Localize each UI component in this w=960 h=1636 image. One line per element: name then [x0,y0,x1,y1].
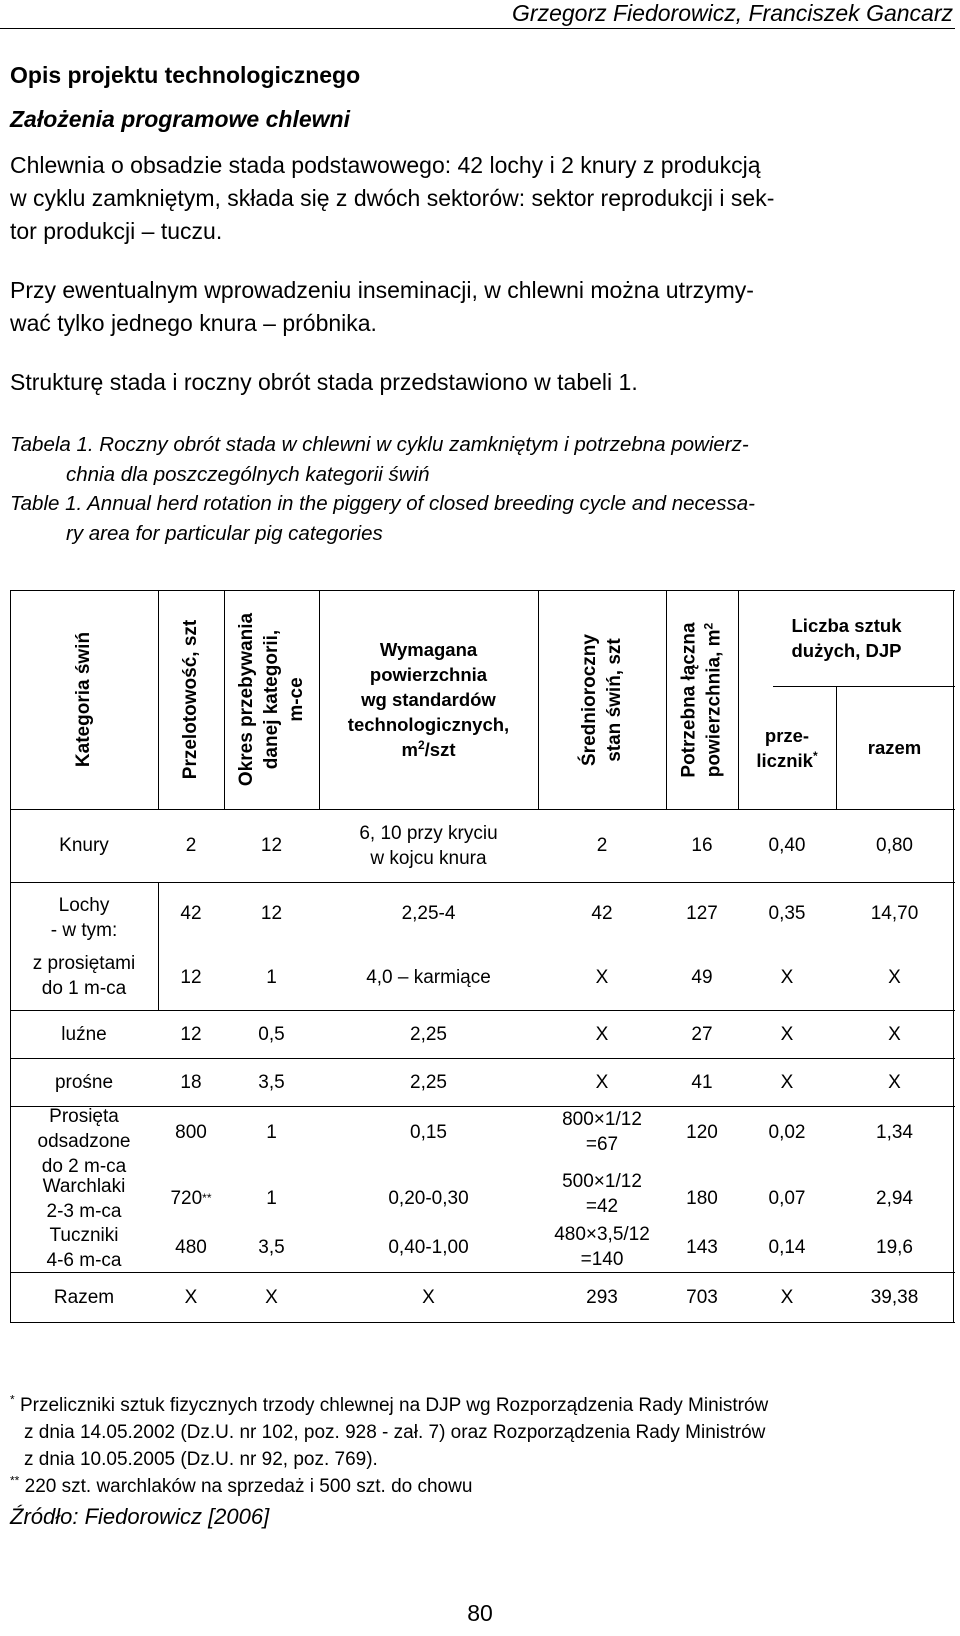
unit-sup: 2 [701,622,716,629]
table-caption-pl [10,430,955,490]
header-line: Potrzebna łączna [679,621,700,778]
paragraph-2-line: Przy ewentualnym wprowadzeniu inseminacji, w chlewni można utrzymy- [10,277,754,303]
footnote-line: Przeliczniki sztuk fizycznych trzody chlewnej na DJP wg Rozporządzenia Rady Ministrów [19,1395,769,1416]
table-rule [953,590,954,1322]
cell: X [184,1286,198,1308]
cell-line: z prosiętami [32,953,136,974]
header-line: technologicznych, [347,714,510,735]
header-przelicznik [738,686,836,809]
cell: 27 [691,1023,713,1045]
cell: 120 [686,1121,718,1143]
header-liczba [738,590,955,686]
header-text [677,622,727,777]
page-number: 80 [467,1600,493,1626]
table-rule [10,882,955,883]
cell: X [595,1023,609,1045]
header-line: Liczba sztuk [791,615,902,636]
header-line [702,622,727,777]
header-razem [836,686,953,809]
cell-line: do 2 m-ca [41,1155,127,1177]
header-text: Przelotowość, szt [180,619,202,780]
header-sredni [538,590,666,809]
footnote-mark: ** [10,1473,20,1488]
paragraph-1 [10,149,950,248]
cell-category: luźne [61,1023,107,1045]
paragraph-2 [10,274,950,340]
caption-line: Tabela 1. Roczny obrót stada w chlewni w cyklu zamkniętym i potrzebna powierz- [10,433,749,456]
herd-rotation-table [10,590,955,1372]
cell: 0,20-0,30 [388,1187,469,1209]
cell-line: =67 [585,1134,619,1155]
cell: 12 [260,835,283,856]
cell: 0,5 [258,1023,285,1045]
table-rule [10,1322,955,1323]
cell: 0,40-1,00 [388,1236,469,1258]
cell-line: Warchlaki [42,1176,126,1197]
cell-line: 6, 10 przy kryciu [359,822,498,844]
unit: m [401,739,418,760]
cell: 2 [185,835,197,856]
cell: 41 [691,1071,713,1093]
paragraph-1-line: w cyklu zamkniętym, składa się z dwóch sektorów: sektor reprodukcji i sek- [10,185,775,211]
cell: X [780,1023,794,1045]
cell: 1,34 [876,1121,913,1143]
cell: 3,5 [258,1236,285,1258]
cell-line: do 1 m-ca [41,978,127,999]
header-line: Okres przebywania [236,612,258,787]
header-line: wg standardów [361,689,496,710]
cell: 0,40 [768,835,806,856]
cell: 480 [175,1236,207,1258]
cell: 0,14 [768,1236,806,1258]
header-line: dużych, DJP [791,640,902,661]
header-line: Wymagana [379,639,478,660]
header-text [234,613,309,786]
cell: 293 [586,1286,618,1308]
cell-line: Prosięta [49,1105,119,1127]
header-line: stan świń, szt [604,637,626,762]
cell: X [780,1071,794,1093]
header-line: powierzchnia [369,664,488,685]
cell-line: =42 [585,1196,619,1217]
cell-category: Knury [59,835,109,856]
cell: X [780,966,794,988]
cell: 1 [266,1187,277,1209]
header-line: danej kategorii, [261,629,283,770]
cell: X [780,1286,794,1308]
paragraph-2-line: wać tylko jednego knura – próbnika. [10,310,377,336]
header-przelotowosc [158,590,224,809]
cell: 3,5 [258,1071,285,1093]
footnote-line: z dnia 10.05.2005 (Dz.U. nr 92, poz. 769). [24,1449,378,1470]
cell: 42 [591,902,613,924]
paragraph-1-line: tor produkcji – tuczu. [10,218,223,244]
caption-line: Table 1. Annual herd rotation in the piggery of closed breeding cycle and necessa- [10,492,755,515]
cell: 18 [180,1071,202,1093]
cell-line: 800×1/12 [562,1109,642,1130]
cell: 1 [266,966,277,988]
cell [538,1166,666,1222]
cell: 0,15 [410,1121,447,1143]
cell: 19,6 [876,1236,913,1258]
cell-category [10,948,158,1004]
cell-category [10,1102,158,1180]
cell [538,1106,666,1158]
header-line: Średnioroczny [579,633,601,766]
header-text: Kategoria świń [73,631,95,768]
header-line-text: licznik [756,749,813,771]
footnote-line: 220 szt. warchlaków na sprzedaż i 500 szt. do chowu [24,1476,473,1497]
footnote-mark: * [10,1392,15,1407]
cell-line: =140 [580,1249,624,1270]
cell-value: 720 [170,1187,203,1209]
cell: 127 [686,902,718,924]
header-line: razem [867,737,922,758]
cell-line: 4-6 m-ca [46,1250,122,1271]
cell: 12 [180,1023,202,1045]
cell: 49 [691,966,713,988]
cell: 2,25-4 [401,902,456,924]
footnote-1 [10,1392,955,1419]
cell: X [888,966,901,988]
cell: 4,0 – karmiące [366,966,491,988]
cell-category [10,890,158,946]
cell: X [265,1286,278,1308]
footnote-2 [10,1473,955,1500]
cell: 143 [686,1236,718,1258]
cell: 2,25 [410,1023,447,1045]
cell: 180 [686,1187,718,1209]
cell: X [888,1071,901,1093]
cell: 720 ** [170,1187,212,1209]
cell-line: 500×1/12 [562,1171,642,1192]
cell: X [595,1071,609,1093]
paragraph-3-line: Strukturę stada i roczny obrót stada przedstawiono w tabeli 1. [10,369,638,395]
cell-line: Tuczniki [49,1225,119,1246]
cell-category: Razem [53,1286,115,1308]
unit-sup: 2 [417,737,425,752]
header-potrzebna [666,590,738,809]
cell-line: Lochy [58,895,110,916]
unit-suffix: /szt [424,739,456,760]
cell-category: prośne [54,1071,114,1093]
cell: 14,70 [870,902,919,924]
cell: 16 [691,835,713,856]
cell: 42 [180,902,202,924]
cell: 0,35 [768,902,806,924]
source-note: Źródło: Fiedorowicz [2006] [10,1504,270,1529]
cell-line: 2-3 m-ca [46,1201,122,1222]
header-kategoria [10,590,158,809]
running-header-authors: Grzegorz Fiedorowicz, Franciszek Gancarz [512,0,953,26]
cell: 39,38 [870,1286,919,1308]
header-line: m-ce [286,677,308,722]
cell: 0,80 [876,835,913,856]
header-line [402,737,456,762]
paragraph-3 [10,366,950,399]
running-header [0,0,955,29]
caption-line: chnia dla poszczególnych kategorii świń [66,463,430,486]
footnotes [10,1392,955,1500]
cell-line: odsadzone [37,1130,131,1152]
footnote-mark: * [812,748,818,763]
cell: 12 [260,902,283,924]
cell: 703 [686,1286,718,1308]
table-caption-en [10,489,955,549]
cell: 2,94 [876,1187,913,1209]
cell: 12 [180,966,202,988]
header-line-text: powierzchnia, m [704,628,725,777]
cell-line: - w tym: [50,920,118,941]
header-text [577,634,627,766]
section-title: Opis projektu technologicznego [10,62,361,88]
caption-line: ry area for particular pig categories [66,522,383,545]
cell: 800 [175,1121,207,1143]
cell: X [422,1286,435,1308]
cell: 2 [596,835,608,856]
cell-line: 480×3,5/12 [554,1224,650,1245]
cell [538,1220,666,1274]
cell: X [888,1023,901,1045]
cell: 1 [266,1121,277,1143]
cell-category [10,1223,158,1273]
header-line [756,748,817,773]
cell-line: w kojcu knura [370,847,487,869]
cell: 0,07 [768,1187,806,1209]
paragraph-1-line: Chlewnia o obsadzie stada podstawowego: 42 lochy i 2 knury z produkcją [10,152,761,178]
header-okres [224,590,319,809]
cell: 2,25 [410,1071,447,1093]
footnote-line: z dnia 14.05.2002 (Dz.U. nr 102, poz. 928 - zał. 7) oraz Rozporządzenia Rady Ministrów [24,1422,766,1443]
cell: X [595,966,609,988]
cell [319,809,538,882]
header-line: prze- [764,724,810,746]
section-subtitle: Założenia programowe chlewni [10,106,350,132]
header-wymagana [319,590,538,809]
cell: 0,02 [768,1121,806,1143]
cell-category [10,1174,158,1224]
